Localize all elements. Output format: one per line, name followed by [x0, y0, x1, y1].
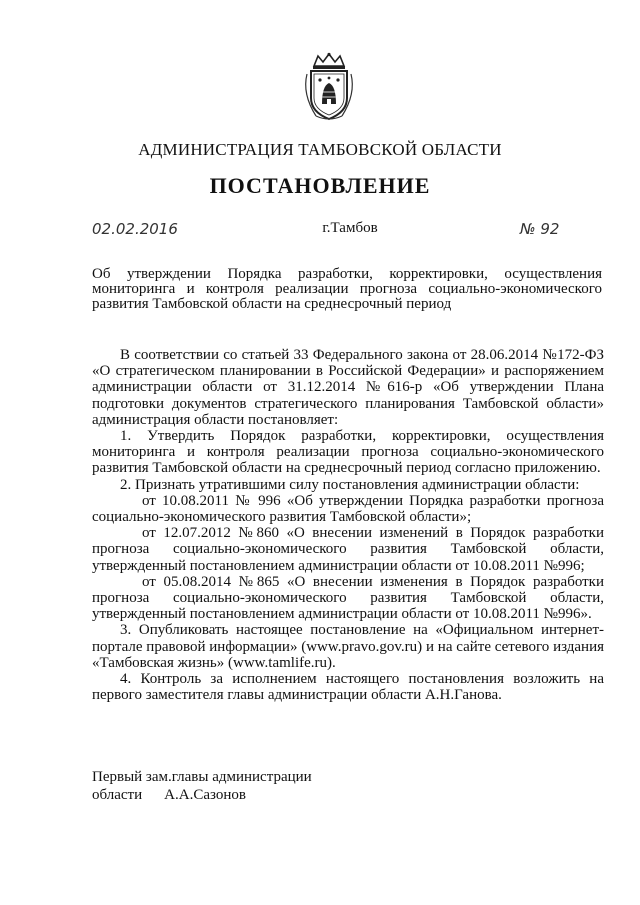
document-city: г.Тамбов: [322, 220, 378, 236]
document-subject: Об утверждении Порядка разработки, корректировки, осуществления мониторинга и контроля реализации прогноза социально-экономического развития Тамбовской области на среднесрочный период: [92, 266, 602, 312]
signature-position-line2: [92, 786, 312, 804]
item-2a-paragraph: от 10.08.2011 № 996 «Об утверждении Порядка разработки прогноза социально-экономического развития Тамбовской области»;: [92, 492, 604, 526]
item-4-paragraph: 4. Контроль за исполнением настоящего постановления возложить на первого заместителя главы администрации области А.Н.Ганова.: [92, 671, 604, 704]
item-3-paragraph: 3. Опубликовать настоящее постановление на «Официальном интернет-портале правовой информации» (www.pravo.gov.ru) и на сайте сетевого издания «Тамбовская жизнь» (www.tamlife.ru).: [92, 622, 604, 671]
document-type-title: ПОСТАНОВЛЕНИЕ: [209, 173, 431, 198]
organization-name: АДМИНИСТРАЦИЯ ТАМБОВСКОЙ ОБЛАСТИ: [138, 140, 502, 159]
preamble-paragraph: В соответствии со статьей 33 Федерального закона от 28.06.2014 №172-ФЗ «О стратегическом планировании в Российской Федерации» и распоряжением администрации области от 31.12.2014 №616-р «Об утверждении Плана подготовки документов стратегического планирования Тамбовской области» администрация области постановляет:: [92, 347, 604, 428]
document-number: № 92: [520, 220, 560, 238]
signature-position-region: области: [92, 787, 143, 803]
signature-block: [92, 768, 312, 804]
item-1-paragraph: 1. Утвердить Порядок разработки, корректировки, осуществления мониторинга и контроля реализации прогноза социально-экономического развития Тамбовской области на среднесрочный период согласно приложению.: [92, 428, 604, 477]
coat-of-arms-icon: [300, 52, 358, 122]
document-body: [92, 347, 604, 703]
signature-name: А.А.Сазонов: [164, 787, 246, 803]
item-2b-paragraph: от 12.07.2012 №860 «О внесении изменений в Порядок разработки прогноза социально-экономического развития Тамбовской области, утвержденный постановлением администрации области от 10.08.2011 №996;: [92, 525, 604, 574]
document-date: 02.02.2016: [92, 220, 178, 238]
signature-position-line1: Первый зам.главы администрации: [92, 769, 312, 785]
item-2-paragraph: 2. Признать утратившими силу постановления администрации области:: [120, 476, 580, 493]
item-2c-paragraph: от 05.08.2014 №865 «О внесении изменения в Порядок разработки прогноза социально-экономического развития Тамбовской области, утвержденный постановлением администрации области от 10.08.2011 №996».: [92, 573, 604, 623]
